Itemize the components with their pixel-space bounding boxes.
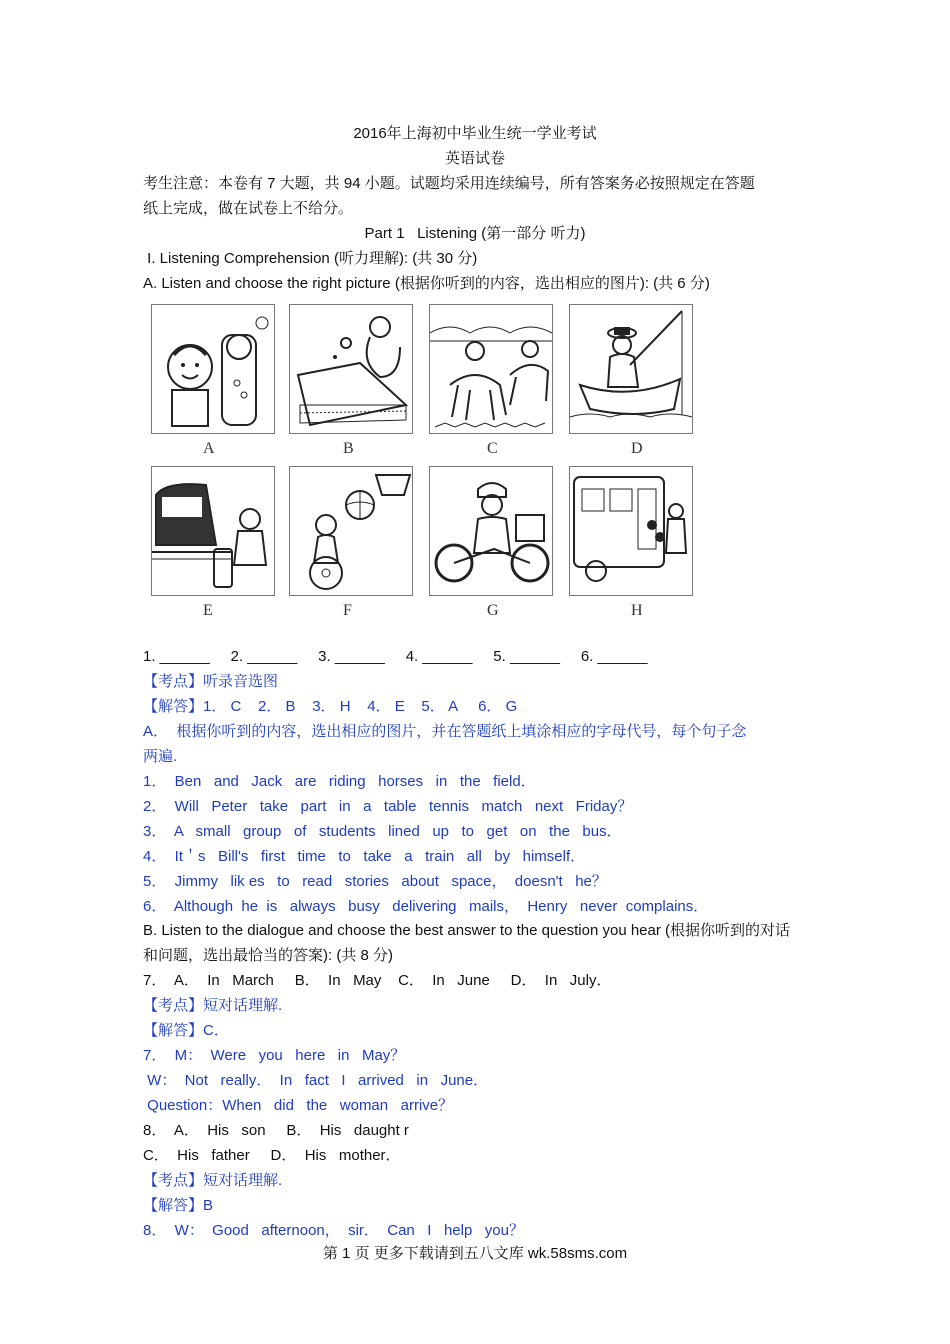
q8-options-1: 8． A． His son B． His daught r <box>143 1122 409 1139</box>
exam-subtitle: 英语试卷 <box>444 150 505 167</box>
picture-label-e: E <box>203 602 213 619</box>
fishing-boat-icon <box>570 305 692 433</box>
horse-riding-icon <box>430 305 552 433</box>
section-1-heading: I. Listening Comprehension (听力理解): (共 30 分) <box>143 250 478 267</box>
intro-a-line-2: 两遍. <box>143 748 178 765</box>
q7-script-1: 7． M： Were you here in May？ <box>143 1047 406 1064</box>
picture-label-c: C <box>487 440 498 457</box>
picture-label-b: B <box>343 440 354 457</box>
picture-label-f: F <box>343 602 352 619</box>
q7-options: 7． A． In March B． In May C． In June D． In July． <box>143 972 612 989</box>
q7-script-3: Question：When did the woman arrive？ <box>143 1097 454 1114</box>
picture-e <box>151 466 275 596</box>
kaodian-7: 【考点】短对话理解. <box>143 997 283 1014</box>
wheelchair-basketball-icon <box>290 467 412 595</box>
picture-f <box>289 466 413 596</box>
boy-and-astronaut-icon <box>152 305 274 433</box>
section-b-heading-2: 和问题，选出最恰当的答案): (共 8 分) <box>143 947 393 964</box>
exam-title: 2016年上海初中毕业生统一学业考试 <box>353 125 597 142</box>
script-item-1: 1． Ben and Jack are riding horses in the field． <box>143 773 536 790</box>
picture-g <box>429 466 553 596</box>
jieda-a: 【解答】1． C 2． B 3． H 4． E 5． A 6． G <box>143 698 518 715</box>
section-b-heading-1: B. Listen to the dialogue and choose the best answer to the question you hear (根据你听到的对话 <box>143 922 791 939</box>
picture-label-d: D <box>631 440 643 457</box>
script-item-4: 4． It＇s Bill's first time to take a train all by himself． <box>143 848 586 865</box>
jieda-7: 【解答】C． <box>143 1022 229 1039</box>
notice-line-2: 纸上完成，做在试卷上不给分。 <box>143 200 354 217</box>
table-tennis-icon <box>290 305 412 433</box>
answer-blanks: 1. ______ 2. ______ 3. ______ 4. ______ 5. ______ 6. ______ <box>143 648 648 665</box>
q7-script-2: W： Not really． In fact I arrived in June． <box>143 1072 489 1089</box>
part1-heading: Part 1 Listening (第一部分 听力) <box>364 225 586 242</box>
notice-line-1: 考生注意：本卷有 7 大题，共 94 小题。试题均采用连续编号，所有答案务必按照规定在答题 <box>143 175 755 192</box>
motorbike-delivery-icon <box>430 467 552 595</box>
train-and-girl-icon <box>152 467 274 595</box>
picture-a <box>151 304 275 434</box>
picture-b <box>289 304 413 434</box>
q8-script-1: 8． W： Good afternoon， sir． Can I help you？ <box>143 1222 524 1239</box>
picture-label-g: G <box>487 602 499 619</box>
jieda-8: 【解答】B <box>143 1197 214 1214</box>
page-footer: 第 1 页 更多下载请到五八文库 wk.58sms.com <box>322 1245 628 1262</box>
script-item-3: 3． A small group of students lined up to get on the bus． <box>143 823 622 840</box>
picture-c <box>429 304 553 434</box>
picture-grid <box>143 300 707 628</box>
bus-boarding-icon <box>570 467 692 595</box>
picture-label-a: A <box>203 440 215 457</box>
script-item-5: 5． Jimmy lik es to read stories about space， doesn't he？ <box>143 873 607 890</box>
kaodian-8: 【考点】短对话理解. <box>143 1172 283 1189</box>
q8-options-2: C． His father D． His mother． <box>143 1147 401 1164</box>
picture-label-h: H <box>631 602 643 619</box>
kaodian-a: 【考点】听录音选图 <box>143 673 279 690</box>
picture-d <box>569 304 693 434</box>
script-item-2: 2． Will Peter take part in a table tennis match next Friday？ <box>143 798 633 815</box>
picture-h <box>569 466 693 596</box>
script-item-6: 6． Although he is always busy delivering mails， Henry never complains． <box>143 898 709 915</box>
intro-a-line-1: A． 根据你听到的内容，选出相应的图片，并在答题纸上填涂相应的字母代号，每个句子念 <box>143 723 747 740</box>
section-a-heading: A. Listen and choose the right picture (根据你听到的内容，选出相应的图片): (共 6 分) <box>143 275 710 292</box>
